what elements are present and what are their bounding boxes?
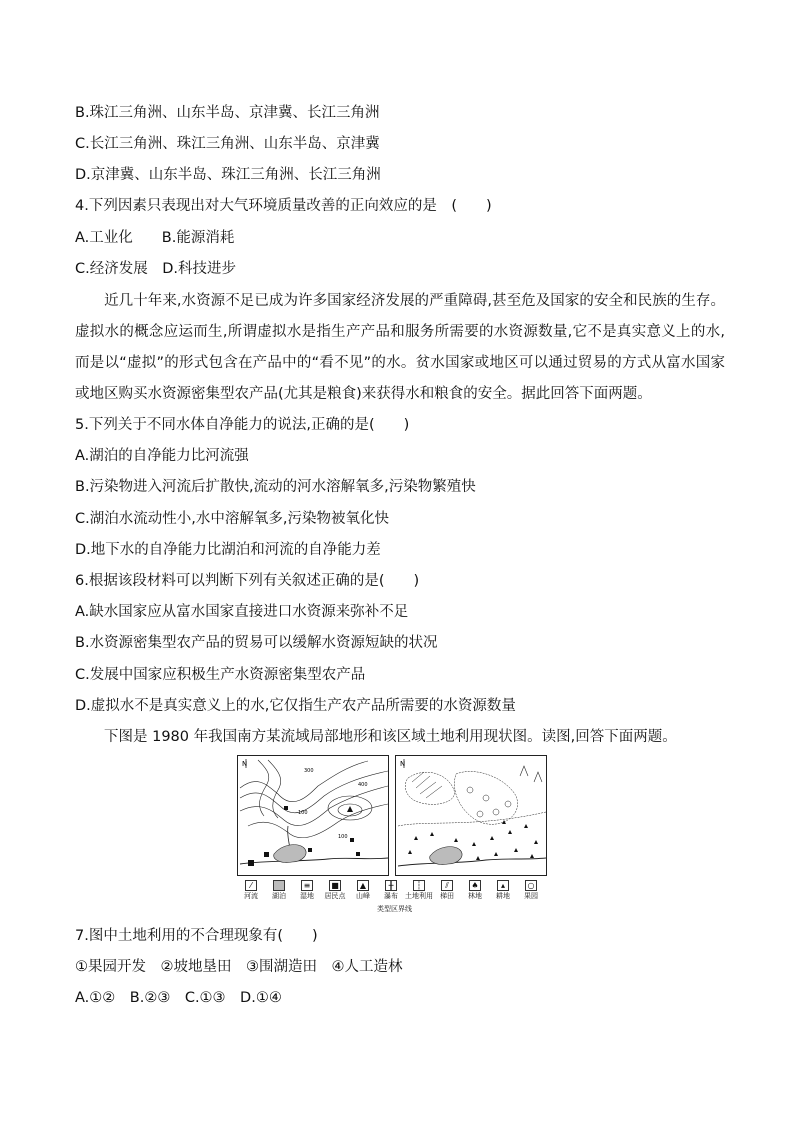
legend-item-waterfall: ╫ 瀑布	[384, 881, 398, 900]
q5-option-c: C.湖泊水流动性小,水中溶解氧多,污染物被氧化快	[75, 511, 389, 527]
q6-option-d: D.虚拟水不是真实意义上的水,它仅指生产农产品所需要的水资源数量	[75, 698, 516, 714]
legend-item-terrace: ⫽ 梯田	[440, 881, 454, 900]
settlement	[264, 852, 269, 857]
land-use-drawing	[396, 756, 547, 876]
q7-options: A.①② B.②③ C.①③ D.①④	[75, 990, 282, 1006]
passage	[75, 286, 725, 410]
settlement	[350, 838, 354, 842]
settlement	[308, 848, 312, 852]
settlement	[284, 806, 288, 810]
land-use-map	[395, 755, 547, 876]
question-5: 5.下列关于不同水体自净能力的说法,正确的是( )	[75, 417, 410, 433]
contour-label: 100	[338, 834, 348, 840]
terrace-hatch	[412, 772, 442, 798]
question-6: 6.根据该段材料可以判断下列有关叙述正确的是( )	[75, 573, 420, 589]
q7-items: ①果园开发 ②坡地垦田 ③围湖造田 ④人工造林	[75, 959, 403, 975]
q6-option-a: A.缺水国家应从富水国家直接进口水资源来弥补不足	[75, 604, 409, 620]
q5-option-b: B.污染物进入河流后扩散快,流动的河水溶解氧多,污染物繁殖快	[75, 479, 476, 495]
q4-options-cd: C.经济发展 D.科技进步	[75, 261, 237, 277]
legend-item-farmland: ▴ 耕地	[496, 881, 510, 900]
legend-sublabel: 类型区界线	[377, 905, 412, 913]
zone-boundary	[405, 772, 454, 804]
contour-line	[240, 771, 388, 813]
contour-line	[268, 760, 281, 818]
legend-item-wetland: ≡ 湿地	[300, 881, 314, 900]
north-label: N	[242, 760, 248, 768]
legend-item-river: ⁄ 河流	[244, 881, 258, 900]
legend-item-lake: 湖泊	[265, 880, 293, 901]
settlement	[248, 860, 254, 866]
north-label: N	[400, 760, 406, 768]
contour-label: 300	[304, 768, 314, 774]
contour-line	[240, 786, 388, 825]
q3-option-c: C.长江三角洲、珠江三角洲、山东半岛、京津冀	[75, 136, 380, 152]
contour-label: 400	[358, 782, 368, 788]
passage-text: 近几十年来,水资源不足已成为许多国家经济发展的严重障碍,甚至危及国家的安全和民族的生存。虚拟水的概念应运而生,所谓虚拟水是指生产产品和服务所需要的水资源数量,它不是真实意义上的水,而是以“虚拟”的形式包含在产品中的“看不见”的水。贫水国家或地区可以通过贸易的方式从富水国家或地区购买水资源密集型农产品(尤其是粮食)来获得水和粮食的安全。据此回答下面两题。	[75, 293, 725, 402]
orchard-symbol	[467, 787, 473, 793]
zone-boundary	[454, 771, 517, 824]
q3-option-b: B.珠江三角洲、山东半岛、京津冀、长江三角洲	[75, 105, 380, 121]
terrain-map-drawing	[238, 756, 389, 876]
q5-option-a: A.湖泊的自净能力比河流强	[75, 448, 249, 464]
peak-symbol	[347, 806, 353, 812]
legend-item-peak: ▲ 山峰	[356, 881, 370, 900]
farmland-symbols	[408, 820, 538, 860]
river	[398, 858, 546, 866]
legend-item-settlement: ■ 居民点	[324, 881, 346, 900]
q3-option-d: D.京津冀、山东半岛、珠江三角洲、长江三角洲	[75, 167, 381, 183]
legend-item-forest: ♠ 林地	[468, 881, 482, 900]
question-7: 7.图中土地利用的不合理现象有( )	[75, 928, 318, 944]
figure-intro: 下图是 1980 年我国南方某流域局部地形和该区域土地利用现状图。读图,回答下面两题。	[104, 729, 677, 745]
legend-item-land-use-boundary: ┆ 土地利用	[405, 881, 433, 900]
orchard-symbol	[505, 801, 511, 807]
orchard-symbol	[493, 809, 499, 815]
legend	[237, 880, 549, 917]
question-4: 4.下列因素只表现出对大气环境质量改善的正向效应的是 ( )	[75, 198, 492, 214]
contour-line	[248, 804, 388, 838]
lake	[430, 847, 462, 865]
q4-options-ab: A.工业化 B.能源消耗	[75, 230, 235, 246]
orchard-symbol	[483, 795, 489, 801]
legend-item-orchard: ○ 果园	[524, 881, 538, 900]
q6-option-b: B.水资源密集型农产品的贸易可以缓解水资源短缺的状况	[75, 635, 438, 651]
river	[240, 858, 388, 864]
forest-symbol	[520, 766, 542, 782]
settlement	[356, 852, 360, 856]
contour-label: 100	[298, 810, 308, 816]
terrain-map	[237, 755, 389, 876]
figure	[237, 755, 549, 917]
lake	[274, 845, 306, 863]
zone-boundary	[398, 812, 546, 826]
q5-option-d: D.地下水的自净能力比湖泊和河流的自净能力差	[75, 542, 381, 558]
q6-option-c: C.发展中国家应积极生产水资源密集型农产品	[75, 667, 366, 683]
orchard-symbol	[477, 811, 483, 817]
